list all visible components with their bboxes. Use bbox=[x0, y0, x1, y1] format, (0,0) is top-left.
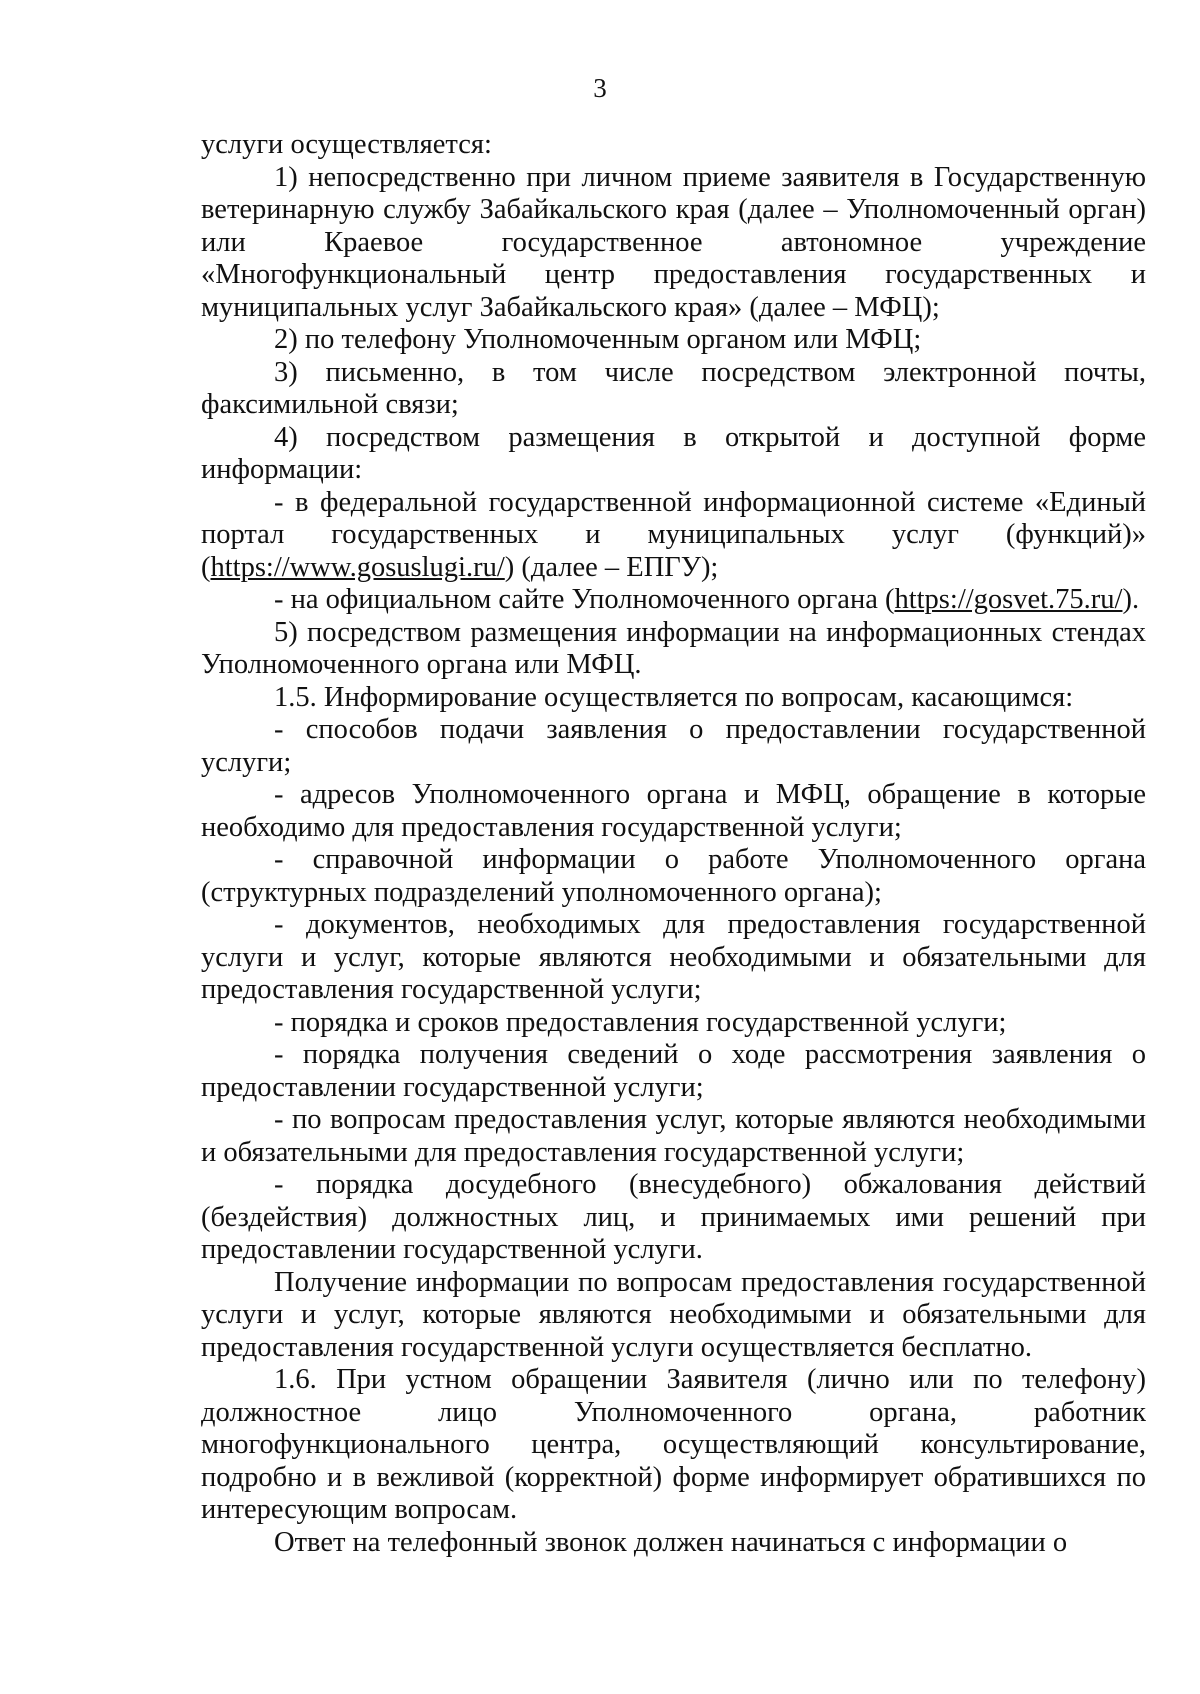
paragraph: Получение информации по вопросам предоставления государственной услуги и услуг, которые являются необходимыми и обязательными для предоставления государственной услуги осуществляется бесплатно. bbox=[201, 1266, 1146, 1363]
paragraph-with-link bbox=[201, 584, 1146, 617]
paragraph: 5) посредством размещения информации на информационных стендах Уполномоченного органа или МФЦ. bbox=[201, 616, 1146, 680]
paragraph: Ответ на телефонный звонок должен начинаться с информации о bbox=[274, 1526, 1068, 1558]
list-item: - способов подачи заявления о предоставлении государственной услуги; bbox=[201, 714, 1146, 778]
page-number: 3 bbox=[593, 73, 607, 103]
list-item: - порядка досудебного (внесудебного) обжалования действий (бездействия) должностных лиц, и принимаемых ими решений при предоставлении государственной услуги. bbox=[201, 1169, 1146, 1265]
paragraph-with-link bbox=[201, 487, 1146, 585]
document-body bbox=[201, 129, 1146, 1559]
paragraph: 4) посредством размещения в открытой и доступной форме информации: bbox=[201, 421, 1146, 485]
section-paragraph: 1.5. Информирование осуществляется по вопросам, касающимся: bbox=[274, 681, 1074, 713]
paragraph-text: - в федеральной государственной информационной системе «Единый портал государственных и муниципальных услуг (функций)» ( bbox=[201, 486, 1146, 583]
list-item: - адресов Уполномоченного органа и МФЦ, обращение в которые необходимо для предоставления государственной услуги; bbox=[201, 779, 1146, 843]
gosuslugi-link[interactable]: https://www.gosuslugi.ru/ bbox=[210, 551, 505, 583]
paragraph: 3) письменно, в том числе посредством электронной почты, факсимильной связи; bbox=[201, 356, 1146, 420]
paragraph-text: ) (далее – ЕПГУ); bbox=[504, 551, 719, 583]
paragraph-text: - на официальном сайте Уполномоченного органа ( bbox=[274, 584, 895, 615]
paragraph-text: ). bbox=[1122, 584, 1140, 615]
list-item: - справочной информации о работе Уполномоченного органа (структурных подразделений уполномоченного органа); bbox=[201, 844, 1146, 908]
list-item: - порядка получения сведений о ходе рассмотрения заявления о предоставлении государственной услуги; bbox=[201, 1039, 1146, 1103]
gosvet-link[interactable]: https://gosvet.75.ru/ bbox=[894, 584, 1123, 615]
paragraph: услуги осуществляется: bbox=[201, 129, 492, 160]
paragraph: 2) по телефону Уполномоченным органом или МФЦ; bbox=[274, 324, 922, 355]
section-paragraph: 1.6. При устном обращении Заявителя (лично или по телефону) должностное лицо Уполномоченного органа, работник многофункционального центра, осуществляющий консультирование, подробно и в вежливой (корректной) форме информирует обратившихся по интересующим вопросам. bbox=[201, 1364, 1146, 1525]
list-item: - порядка и сроков предоставления государственной услуги; bbox=[274, 1006, 1007, 1038]
paragraph: 1) непосредственно при личном приеме заявителя в Государственную ветеринарную службу Забайкальского края (далее – Уполномоченный орган) или Краевое государственное автономное учреждение «Многофункциональный центр предоставления государственных и муниципальных услуг Забайкальского края» (далее – МФЦ); bbox=[201, 161, 1146, 323]
list-item: - документов, необходимых для предоставления государственной услуги и услуг, которые являются необходимыми и обязательными для предоставления государственной услуги; bbox=[201, 909, 1146, 1005]
list-item: - по вопросам предоставления услуг, которые являются необходимыми и обязательными для предоставления государственной услуги; bbox=[201, 1104, 1146, 1168]
